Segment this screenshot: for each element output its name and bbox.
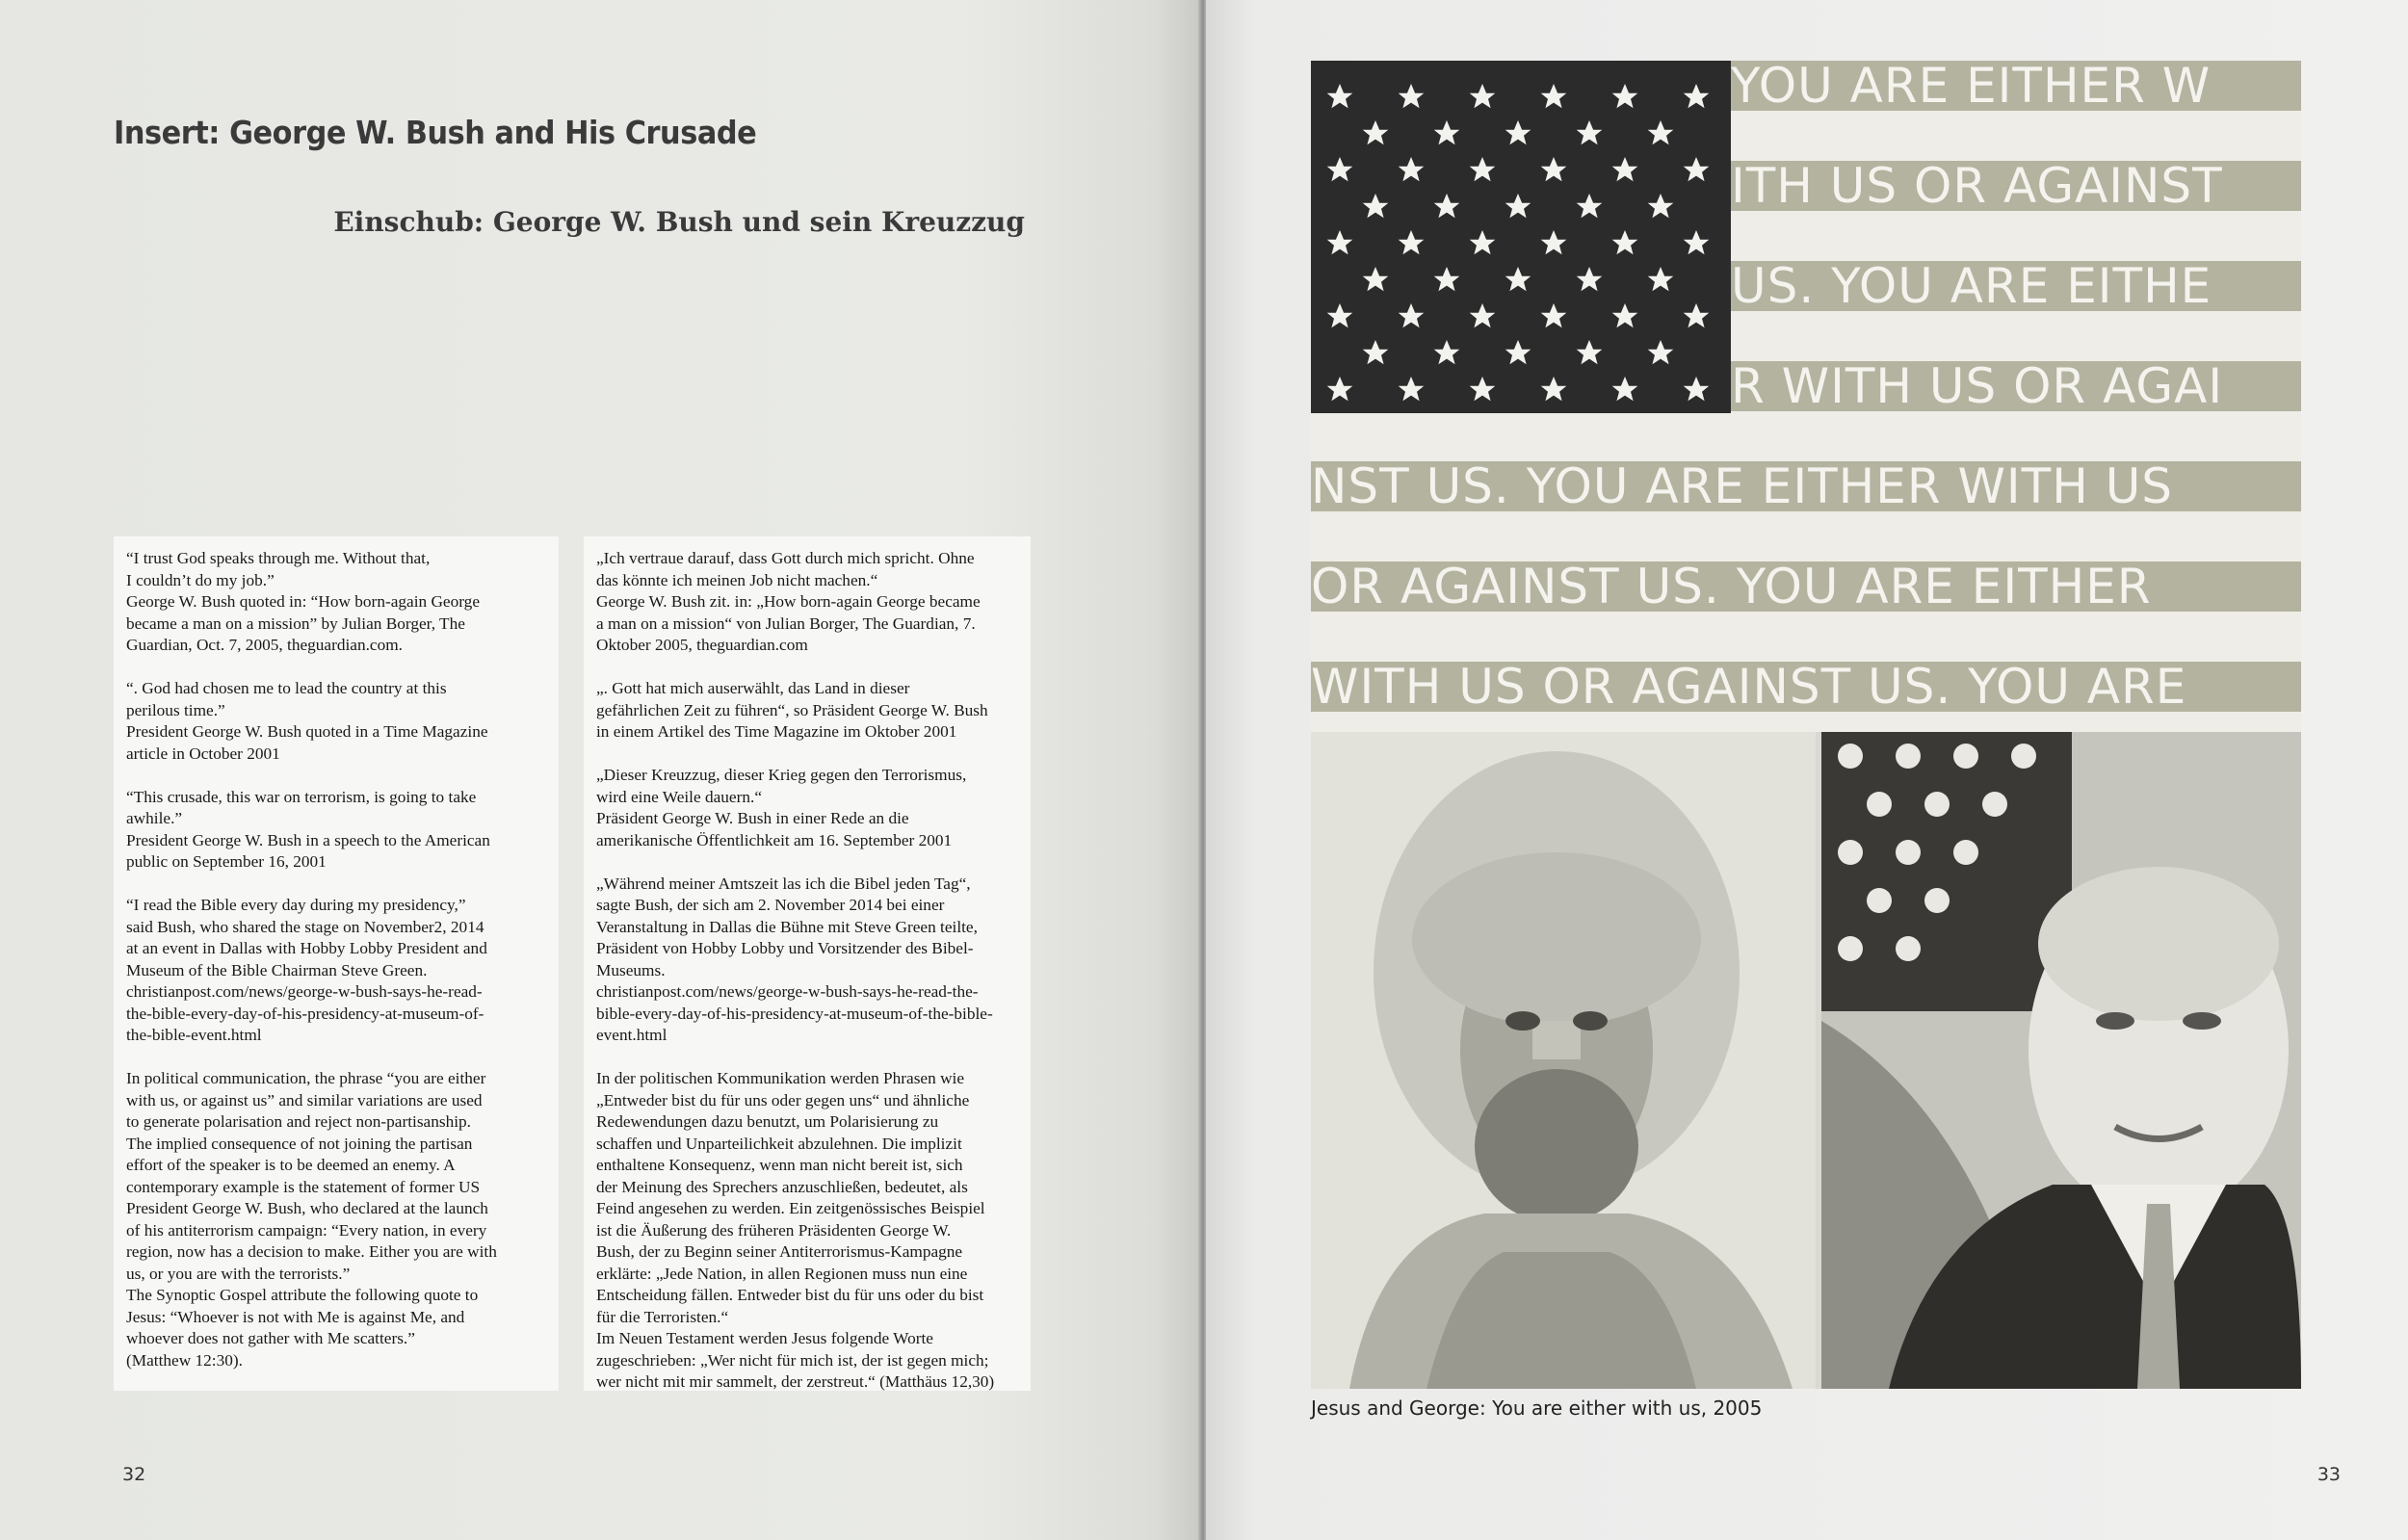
flag-stripe xyxy=(1311,458,2301,514)
artwork-caption: Jesus and George: You are either with us, 2005 xyxy=(1311,1396,1763,1420)
quote-paragraph: “I read the Bible every day during my presidency,” said Bush, who shared the stage on November2, 2014 at an event in Dallas with Hobby Lobby President and Museum of the Bible Chairman Steve Green. christianpost.com/news/george-w-bush-says-he-read- the-bible-every-day-of-his-presidency-at-museum-of- the-bible-event.html xyxy=(126,896,487,1044)
stripe-text: WITH US OR AGAINST US. YOU ARE xyxy=(1311,659,2187,715)
flag-stripe xyxy=(1311,659,2301,715)
artwork-painting xyxy=(1311,61,2301,1389)
flag-stripe xyxy=(1731,61,2301,114)
flag-star-field xyxy=(1311,61,1731,413)
quote-paragraph: „Während meiner Amtszeit las ich die Bibel jeden Tag“, sagte Bush, der sich am 2. November 2014 bei einer Veranstaltung in Dallas die Bühne mit Steve Green teilte, Präsident von Hobby Lobby und Vorsitzender des Bibel- Museums. christianpost.com/news/george-w-bush-says-he-read-the- bible-every-day-of-his-presidency-at-museum-of-the-bible- event.html xyxy=(596,874,993,1044)
german-text-column xyxy=(584,536,1031,1391)
stripe-text: OR AGAINST US. YOU ARE EITHER xyxy=(1311,559,2152,614)
stripe-text: YOU ARE EITHER W xyxy=(1731,61,2212,114)
quote-paragraph: „. Gott hat mich auserwählt, das Land in dieser gefährlichen Zeit zu führen“, so Präsident George W. Bush in einem Artikel des Time Magazine im Oktober 2001 xyxy=(596,679,988,741)
page-title-english: Insert: George W. Bush and His Crusade xyxy=(114,114,757,151)
stripe-text: US. YOU ARE EITHE xyxy=(1731,258,2212,314)
stripe-text: R WITH US OR AGAI xyxy=(1731,358,2224,414)
stripe-text: NST US. YOU ARE EITHER WITH US xyxy=(1311,458,2174,514)
flag-stripe xyxy=(1311,561,2301,612)
quote-paragraph: “I trust God speaks through me. Without that, I couldn’t do my job.” George W. Bush quoted in: “How born-again George became a man on a mission” by Julian Borger, The Guardian, Oct. 7, 2005, theguardian.com. xyxy=(126,549,480,654)
english-text-column xyxy=(114,536,559,1391)
flag-stripe xyxy=(1731,158,2301,214)
left-page xyxy=(0,0,1200,1540)
star-icons xyxy=(1327,84,1710,401)
stars-grid xyxy=(1311,61,1731,413)
body-paragraph: In political communication, the phrase “you are either with us, or against us” and similar variations are used to generate polarisation and reject non-partisanship. The implied consequence of not joining the partisan effort of the speaker is to be deemed an enemy. A contemporary example is the statement of former US President George W. Bush, who declared at the launch of his antiterrorism campaign: “Every nation, in every region, now has a decision to make. Either you are with us, or you are with the terrorists.” The Synoptic Gospel attribute the following quote to Jesus: “Whoever is not with Me is against Me, and whoever does not gather with Me scatters.” (Matthew 12:30). xyxy=(126,1069,497,1370)
stripe-text: ITH US OR AGAINST xyxy=(1731,158,2223,214)
page-title-german: Einschub: George W. Bush und sein Kreuzzug xyxy=(333,206,1025,238)
page-number-right: 33 xyxy=(2316,1464,2341,1485)
quote-paragraph: “. God had chosen me to lead the country at this perilous time.” President George W. Bush quoted in a Time Magazine article in October 2001 xyxy=(126,679,488,763)
page-number-left: 32 xyxy=(122,1464,146,1485)
portraits-panel xyxy=(1311,732,2301,1389)
flag-stripe xyxy=(1731,258,2301,314)
quote-paragraph: “This crusade, this war on terrorism, is going to take awhile.” President George W. Bush in a speech to the American public on September 16, 2001 xyxy=(126,787,490,871)
flag-stripe xyxy=(1731,358,2301,414)
quote-paragraph: „Ich vertraue darauf, dass Gott durch mich spricht. Ohne das könnte ich meinen Job nicht machen.“ George W. Bush zit. in: „How born-again George became a man on a mission“ von Julian Borger, The Guardian, 7. Oktober 2005, theguardian.com xyxy=(596,549,981,654)
quote-paragraph: „Dieser Kreuzzug, dieser Krieg gegen den Terrorismus, wird eine Weile dauern.“ Präsident George W. Bush in einer Rede an die amerikanische Öffentlichkeit am 16. September 2001 xyxy=(596,766,967,849)
body-paragraph: In der politischen Kommunikation werden Phrasen wie „Entweder bist du für uns oder gegen uns“ und ähnliche Redewendungen dazu benutzt, um Polarisierung zu schaffen und Unparteilichkeit abzulehnen. Die implizit enthaltene Konsequenz, wenn man nicht bereit ist, sich der Meinung des Sprechers anzuschließen, bedeutet, als Feind angesehen zu werden. Ein zeitgenössisches Beispiel ist die Äußerung des früheren Präsidenten George W. Bush, der zu Beginn seiner Antiterrorismus-Kampagne erklärte: „Jede Nation, in allen Regionen muss nun eine Entscheidung fällen. Entweder bist du für uns oder du bist für die Terroristen.“ Im Neuen Testament werden Jesus folgende Worte zugeschrieben: „Wer nicht für mich ist, der ist gegen mich; wer nicht mit mir sammelt, der zerstreut.“ (Matthäus 12,30) xyxy=(596,1069,995,1391)
